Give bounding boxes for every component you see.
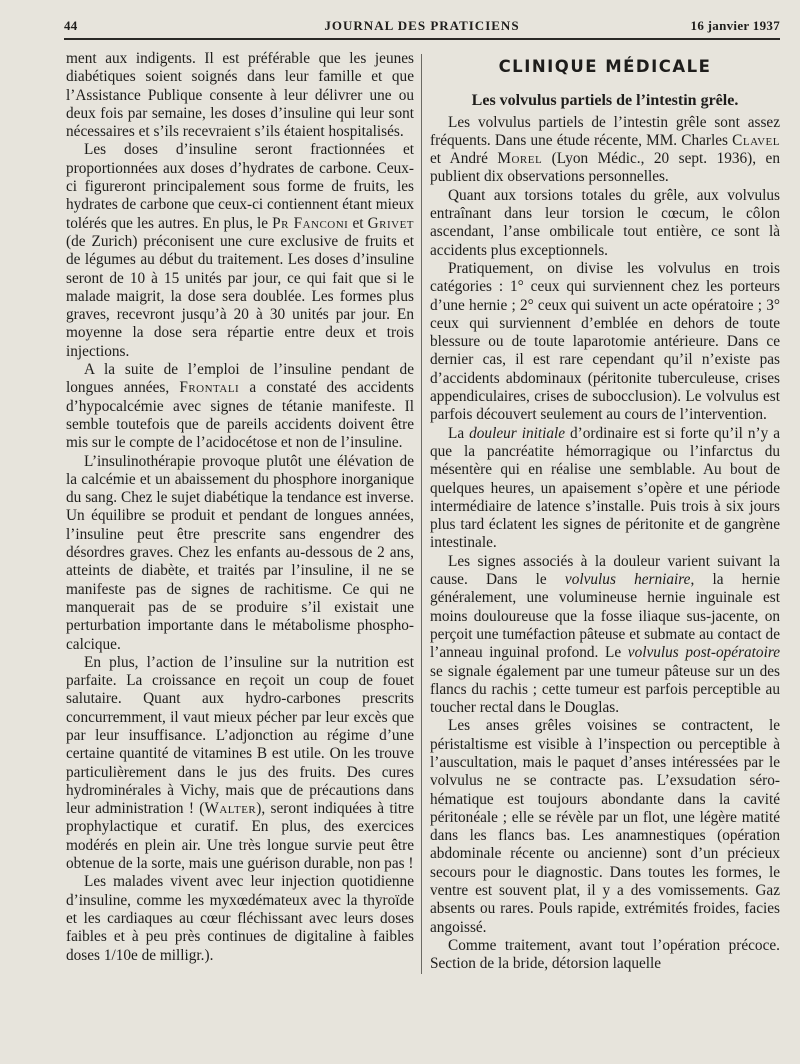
page-number: 44	[64, 18, 78, 33]
emphasis: volvulus post-opératoire	[627, 644, 781, 662]
paragraph: Les volvulus partiels de l’intestin grêle sont assez fréquents. Dans une étude récente, MM. Charles Clavel et André Morel (Lyon Médic., 20 sept. 1936), en publient dix observations personnelles.	[430, 113, 780, 186]
paragraph: Les signes associés à la douleur varient suivant la cause. Dans le volvulus herniaire, la hernie généralement, une volumineuse hernie inguinale est moins douloureuse que la fosse iliaque sus-jacente, on perçoit une tuméfaction pâteuse et submate au contact de l’anneau inguinal profond. Le volvulus post-opératoire se signale également par une tumeur pâteuse sur un des flancs du rachis ; cette tumeur est parfois perceptible au toucher rectal dans le Douglas.	[430, 552, 781, 717]
author-name: Morel	[497, 150, 543, 168]
section-title: CLINIQUE MÉDICALE	[498, 57, 712, 76]
emphasis: douleur initiale	[469, 424, 566, 442]
paragraph: Les doses d’insuline seront fractionnées et proportionnées aux doses d’hydrates de carbone. Ceux-ci figureront principalement sous forme de fruits, les hydrates de carbone que ceux-ci contiennent étant mieux tolérés que les autres. En plus, le Pr Fanconi et Grivet (de Zurich) préconisent une cure exclusive de fruits et de légumes au début du traitement. Les doses d’insuline seront de 10 à 15 unités par jour, ce qui fait que si le malade maigrit, la dose sera doublée. Les formes plus graves, recevront jusqu’à 20 à 30 unités par jour. En moyenne la dose sera répartie entre deux et trois injections.	[66, 141, 415, 360]
author-name: Grivet	[367, 214, 415, 232]
paragraph: ment aux indigents. Il est préférable que les jeunes diabétiques soient soignés dans leur famille et que l’Assistance Publique consente à leur délivrer une ou deux fois par semaine, les doses d’insuline qui leur sont nécessaires et s’ils recevraient s’ils étaient hospitalisés.	[66, 50, 414, 141]
right-column	[430, 50, 780, 974]
author-name: Frontali	[179, 379, 240, 397]
journal-title: JOURNAL DES PRATICIENS	[324, 18, 520, 33]
citation: (Lyon Médic., 20 sept. 1936)	[551, 150, 753, 168]
article-title: Les volvulus partiels de l’intestin grêle.	[471, 92, 739, 110]
author-name: Clavel	[732, 131, 780, 149]
paragraph: En plus, l’action de l’insuline sur la nutrition est parfaite. La croissance en reçoit un coup de fouet salutaire. Quant aux hydro-carbones prescrits concurremment, il vaut mieux pécher par leur excès que par leur insuffisance. L’adjonction au régime d’une certaine quantité de vitamines B est utile. On les trouve particulièrement dans le jus des fruits. Des cures hydrominérales à Vichy, mais que de précautions dans leur administration ! (Walter), seront indiquées à titre prophylactique et curatif. En plus, des exercices modérés en plein air. Une très longue survie peut être obtenue de la sorte, mais une guérison durable, non pas !	[66, 653, 415, 873]
author-name: Walter	[204, 800, 257, 818]
paragraph: Pratiquement, on divise les volvulus en trois catégories : 1° ceux qui surviennent chez les porteurs d’une hernie ; 2° ceux qui suivent un acte opératoire ; 3° ceux qui surviennent d’emblée en dehors de toute blessure ou de toute laparotomie antérieure. Dans ce dernier cas, il est rare cependant qu’il n’existe pas d’accidents abdominaux (péritonite tuberculeuse, crises appendiculaires, crises de subocclusion). Le volvulus est parfois découvert seulement au cours de l’intervention.	[430, 259, 780, 424]
paragraph: La douleur initiale d’ordinaire est si forte qu’il n’y a que la pancréatite hémorragique ou l’infarctus du mésentère qui en réalise une semblable. Au bout de quelques heures, un apaisement s’opère et une période intermédiaire de latence s’installe. Puis trois à six jours plus tard éclatent les signes de péritonite et de gangrène intestinale.	[430, 424, 780, 552]
left-column	[66, 50, 414, 965]
paragraph: Comme traitement, avant tout l’opération précoce. Section de la bride, détorsion laquelle	[430, 936, 780, 973]
paragraph: A la suite de l’emploi de l’insuline pendant de longues années, Frontali a constaté des accidents d’hypocalcémie avec signes de tétanie manifeste. Il semble toutefois que de pareils accidents doivent être mis sur le compte de l’acidocétose et non de l’insuline.	[66, 361, 414, 452]
emphasis: volvulus herniaire	[564, 571, 691, 589]
paragraph: L’insulinothérapie provoque plutôt une élévation de la calcémie et un abaissement du phosphore inorganique du sang. Chez le sujet diabétique la tendance est inverse. Un équilibre se produit et pendant de longues années, l’insuline peut être prescrite sans engendrer des désordres graves. Chez les enfants au-dessous de 2 ans, atteints de diabète, et traités par l’insuline, il ne se manifeste pas de signes de rachitisme. Ce qui ne manquerait pas de se produire s’il existait une perturbation importante dans le métabolisme phospho-calcique.	[66, 452, 414, 653]
column-divider	[421, 54, 422, 974]
paragraph: Quant aux torsions totales du grêle, aux volvulus entraînant dans leur torsion le cœcum, le côlon ascendant, l’anse ombilicale tout entière, ce sont là accidents plus exceptionnels.	[430, 186, 780, 259]
paragraph: Les malades vivent avec leur injection quotidienne d’insuline, comme les myxœdémateux avec la thyroïde et les cardiaques au cœur fléchissant avec leurs doses faibles et à peu près continues de digitaline à faibles doses 1/10e de milligr.).	[66, 873, 414, 964]
paragraph: Les anses grêles voisines se contractent, le péristaltisme est visible à l’inspection ou perceptible à l’auscultation, mais le paquet d’anses intéressées par le volvulus ne se contracte pas. L’exsudation séro-hématique est toujours abondante dans la cavité péritonéale ; elle se révèle par un flot, une légère matité dans les flancs bas. Les anamnestiques (opération abdominale récente ou ancienne) sont d’un précieux secours pour le diagnostic. Dans toutes les formes, le ventre est souvent plat, il y a des vomissements. Gaz absents ou rares. Pouls rapide, extrémités froides, facies angoissé.	[430, 717, 780, 936]
author-name: Pr Fanconi	[272, 214, 349, 232]
issue-date: 16 janvier 1937	[690, 18, 780, 33]
running-header	[64, 14, 780, 40]
